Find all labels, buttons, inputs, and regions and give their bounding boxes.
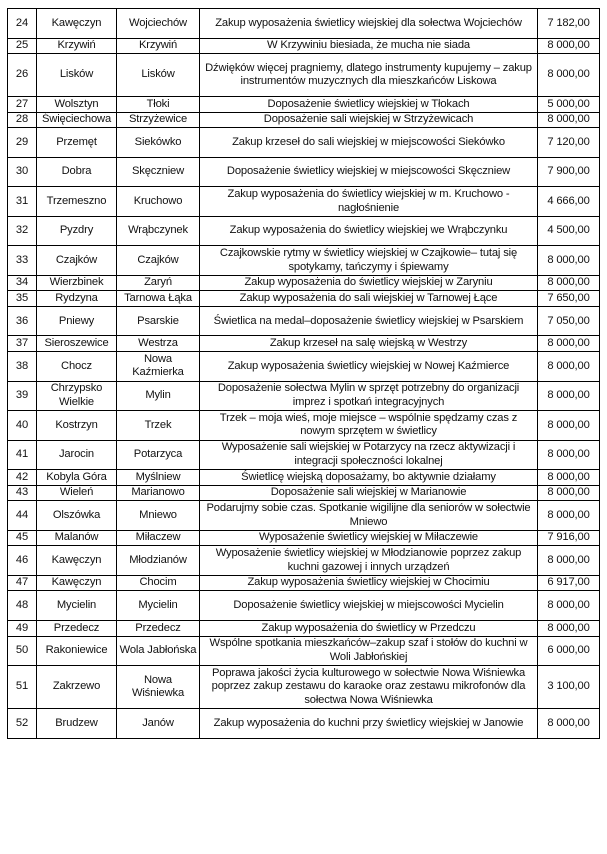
grants-table-body [8,9,600,739]
amount-cell: 8 000,00 [538,352,600,382]
amount-cell: 8 000,00 [538,440,600,470]
solectwo-cell: Tłoki [117,97,200,113]
amount-cell: 8 000,00 [538,112,600,128]
amount-cell: 7 050,00 [538,306,600,336]
gmina-cell: Czajków [37,246,117,276]
solectwo-cell: Trzek [117,411,200,441]
description-cell: Wyposażenie świetlicy wiejskiej w Młodzianowie poprzez zakup kuchni gazowej i innych urządzeń [200,546,538,576]
gmina-cell: Kostrzyn [37,411,117,441]
description-cell: Zakup krzeseł do sali wiejskiej w miejscowości Siekówko [200,128,538,158]
description-cell: Trzek – moja wieś, moje miejsce – wspólnie spędzamy czas z nowym sprzętem w świetlicy [200,411,538,441]
row-number: 25 [8,38,37,54]
amount-cell: 8 000,00 [538,470,600,486]
amount-cell: 8 000,00 [538,591,600,621]
table-row [8,620,600,636]
row-number: 37 [8,336,37,352]
table-row [8,501,600,531]
gmina-cell: Lisków [37,54,117,97]
description-cell: Zakup krzeseł na salę wiejską w Westrzy [200,336,538,352]
row-number: 47 [8,575,37,591]
table-row [8,440,600,470]
row-number: 36 [8,306,37,336]
table-row [8,636,600,666]
row-number: 38 [8,352,37,382]
description-cell: Doposażenie świetlicy wiejskiej w miejscowości Mycielin [200,591,538,621]
gmina-cell: Święciechowa [37,112,117,128]
solectwo-cell: Młodzianów [117,546,200,576]
row-number: 48 [8,591,37,621]
solectwo-cell: Psarskie [117,306,200,336]
solectwo-cell: Potarzyca [117,440,200,470]
description-cell: Czajkowskie rytmy w świetlicy wiejskiej w Czajkowie– tutaj się spotykamy, tańczymy i śpiewamy [200,246,538,276]
table-row [8,112,600,128]
amount-cell: 8 000,00 [538,381,600,411]
gmina-cell: Jarocin [37,440,117,470]
row-number: 49 [8,620,37,636]
table-row [8,666,600,709]
amount-cell: 4 500,00 [538,216,600,246]
amount-cell: 6 000,00 [538,636,600,666]
solectwo-cell: Krzywiń [117,38,200,54]
amount-cell: 8 000,00 [538,411,600,441]
solectwo-cell: Zaryń [117,275,200,291]
description-cell: Doposażenie świetlicy wiejskiej w Tłokach [200,97,538,113]
gmina-cell: Trzemeszno [37,187,117,217]
amount-cell: 8 000,00 [538,501,600,531]
grants-table [7,8,600,739]
amount-cell: 8 000,00 [538,54,600,97]
table-row [8,470,600,486]
document-page [7,8,600,739]
gmina-cell: Chrzypsko Wielkie [37,381,117,411]
amount-cell: 5 000,00 [538,97,600,113]
row-number: 32 [8,216,37,246]
gmina-cell: Krzywiń [37,38,117,54]
row-number: 30 [8,157,37,187]
table-row [8,306,600,336]
description-cell: Doposażenie sołectwa Mylin w sprzęt potrzebny do organizacji imprez i spotkań integracyjnych [200,381,538,411]
description-cell: Doposażenie sali wiejskiej w Marianowie [200,485,538,501]
table-row [8,591,600,621]
amount-cell: 7 916,00 [538,530,600,546]
solectwo-cell: Janów [117,709,200,739]
table-row [8,291,600,307]
description-cell: W Krzywiniu biesiada, że mucha nie siada [200,38,538,54]
gmina-cell: Wierzbinek [37,275,117,291]
description-cell: Wspólne spotkania mieszkańców–zakup szaf i stołów do kuchni w Woli Jabłońskiej [200,636,538,666]
table-row [8,128,600,158]
row-number: 26 [8,54,37,97]
gmina-cell: Malanów [37,530,117,546]
gmina-cell: Zakrzewo [37,666,117,709]
description-cell: Zakup wyposażenia do świetlicy w Przedczu [200,620,538,636]
solectwo-cell: Westrza [117,336,200,352]
row-number: 28 [8,112,37,128]
solectwo-cell: Przedecz [117,620,200,636]
description-cell: Zakup wyposażenia do sali wiejskiej w Tarnowej Łące [200,291,538,307]
table-row [8,336,600,352]
row-number: 24 [8,9,37,39]
description-cell: Dźwięków więcej pragniemy, dlatego instrumenty kupujemy – zakup instrumentów muzycznych dla mieszkańców Liskowa [200,54,538,97]
row-number: 40 [8,411,37,441]
solectwo-cell: Wrąbczynek [117,216,200,246]
table-row [8,352,600,382]
amount-cell: 7 650,00 [538,291,600,307]
solectwo-cell: Strzyżewice [117,112,200,128]
amount-cell: 7 900,00 [538,157,600,187]
gmina-cell: Rakoniewice [37,636,117,666]
description-cell: Wyposażenie sali wiejskiej w Potarzycy na rzecz aktywizacji i integracji społeczności lokalnej [200,440,538,470]
row-number: 42 [8,470,37,486]
solectwo-cell: Chocim [117,575,200,591]
table-row [8,187,600,217]
amount-cell: 8 000,00 [538,275,600,291]
table-row [8,275,600,291]
amount-cell: 8 000,00 [538,620,600,636]
gmina-cell: Mycielin [37,591,117,621]
description-cell: Zakup wyposażenia świetlicy wiejskiej w Nowej Kaźmierce [200,352,538,382]
table-row [8,485,600,501]
solectwo-cell: Czajków [117,246,200,276]
gmina-cell: Brudzew [37,709,117,739]
table-row [8,9,600,39]
row-number: 46 [8,546,37,576]
table-row [8,575,600,591]
amount-cell: 8 000,00 [538,546,600,576]
row-number: 52 [8,709,37,739]
gmina-cell: Sieroszewice [37,336,117,352]
row-number: 34 [8,275,37,291]
amount-cell: 8 000,00 [538,246,600,276]
row-number: 33 [8,246,37,276]
solectwo-cell: Lisków [117,54,200,97]
gmina-cell: Olszówka [37,501,117,531]
solectwo-cell: Mniewo [117,501,200,531]
gmina-cell: Dobra [37,157,117,187]
gmina-cell: Kawęczyn [37,575,117,591]
description-cell: Zakup wyposażenia świetlicy wiejskiej dla sołectwa Wojciechów [200,9,538,39]
amount-cell: 4 666,00 [538,187,600,217]
gmina-cell: Pyzdry [37,216,117,246]
row-number: 50 [8,636,37,666]
description-cell: Poprawa jakości życia kulturowego w sołectwie Nowa Wiśniewka poprzez zakup zestawu do karaoke oraz zestawu mikrofonów dla sołectwa Nowa Wiśniewka [200,666,538,709]
table-row [8,709,600,739]
description-cell: Świetlicę wiejską doposażamy, bo aktywnie działamy [200,470,538,486]
table-row [8,411,600,441]
amount-cell: 7 120,00 [538,128,600,158]
gmina-cell: Przemęt [37,128,117,158]
amount-cell: 8 000,00 [538,485,600,501]
table-row [8,530,600,546]
solectwo-cell: Mylin [117,381,200,411]
solectwo-cell: Tarnowa Łąka [117,291,200,307]
description-cell: Zakup wyposażenia do świetlicy wiejskiej w Zaryniu [200,275,538,291]
table-row [8,216,600,246]
solectwo-cell: Nowa Wiśniewka [117,666,200,709]
solectwo-cell: Marianowo [117,485,200,501]
solectwo-cell: Nowa Kaźmierka [117,352,200,382]
row-number: 41 [8,440,37,470]
amount-cell: 3 100,00 [538,666,600,709]
row-number: 44 [8,501,37,531]
description-cell: Doposażenie sali wiejskiej w Strzyżewicach [200,112,538,128]
row-number: 35 [8,291,37,307]
gmina-cell: Przedecz [37,620,117,636]
solectwo-cell: Siekówko [117,128,200,158]
amount-cell: 8 000,00 [538,709,600,739]
table-row [8,381,600,411]
gmina-cell: Kawęczyn [37,9,117,39]
solectwo-cell: Mycielin [117,591,200,621]
gmina-cell: Kawęczyn [37,546,117,576]
description-cell: Wyposażenie świetlicy wiejskiej w Miłaczewie [200,530,538,546]
description-cell: Doposażenie świetlicy wiejskiej w miejscowości Skęczniew [200,157,538,187]
description-cell: Zakup wyposażenia do świetlicy wiejskiej we Wrąbczynku [200,216,538,246]
row-number: 51 [8,666,37,709]
solectwo-cell: Wojciechów [117,9,200,39]
row-number: 31 [8,187,37,217]
table-row [8,54,600,97]
gmina-cell: Kobyla Góra [37,470,117,486]
description-cell: Zakup wyposażenia do kuchni przy świetlicy wiejskiej w Janowie [200,709,538,739]
row-number: 39 [8,381,37,411]
description-cell: Podarujmy sobie czas. Spotkanie wigilijne dla seniorów w sołectwie Mniewo [200,501,538,531]
row-number: 43 [8,485,37,501]
table-row [8,97,600,113]
amount-cell: 6 917,00 [538,575,600,591]
description-cell: Świetlica na medal–doposażenie świetlicy wiejskiej w Psarskiem [200,306,538,336]
row-number: 29 [8,128,37,158]
table-row [8,38,600,54]
table-row [8,546,600,576]
description-cell: Zakup wyposażenia świetlicy wiejskiej w Chocimiu [200,575,538,591]
description-cell: Zakup wyposażenia do świetlicy wiejskiej w m. Kruchowo - nagłośnienie [200,187,538,217]
solectwo-cell: Skęczniew [117,157,200,187]
gmina-cell: Wieleń [37,485,117,501]
gmina-cell: Rydzyna [37,291,117,307]
gmina-cell: Wolsztyn [37,97,117,113]
amount-cell: 8 000,00 [538,38,600,54]
row-number: 45 [8,530,37,546]
solectwo-cell: Myślniew [117,470,200,486]
amount-cell: 7 182,00 [538,9,600,39]
solectwo-cell: Wola Jabłońska [117,636,200,666]
row-number: 27 [8,97,37,113]
table-row [8,157,600,187]
gmina-cell: Pniewy [37,306,117,336]
solectwo-cell: Miłaczew [117,530,200,546]
table-row [8,246,600,276]
gmina-cell: Chocz [37,352,117,382]
amount-cell: 8 000,00 [538,336,600,352]
solectwo-cell: Kruchowo [117,187,200,217]
